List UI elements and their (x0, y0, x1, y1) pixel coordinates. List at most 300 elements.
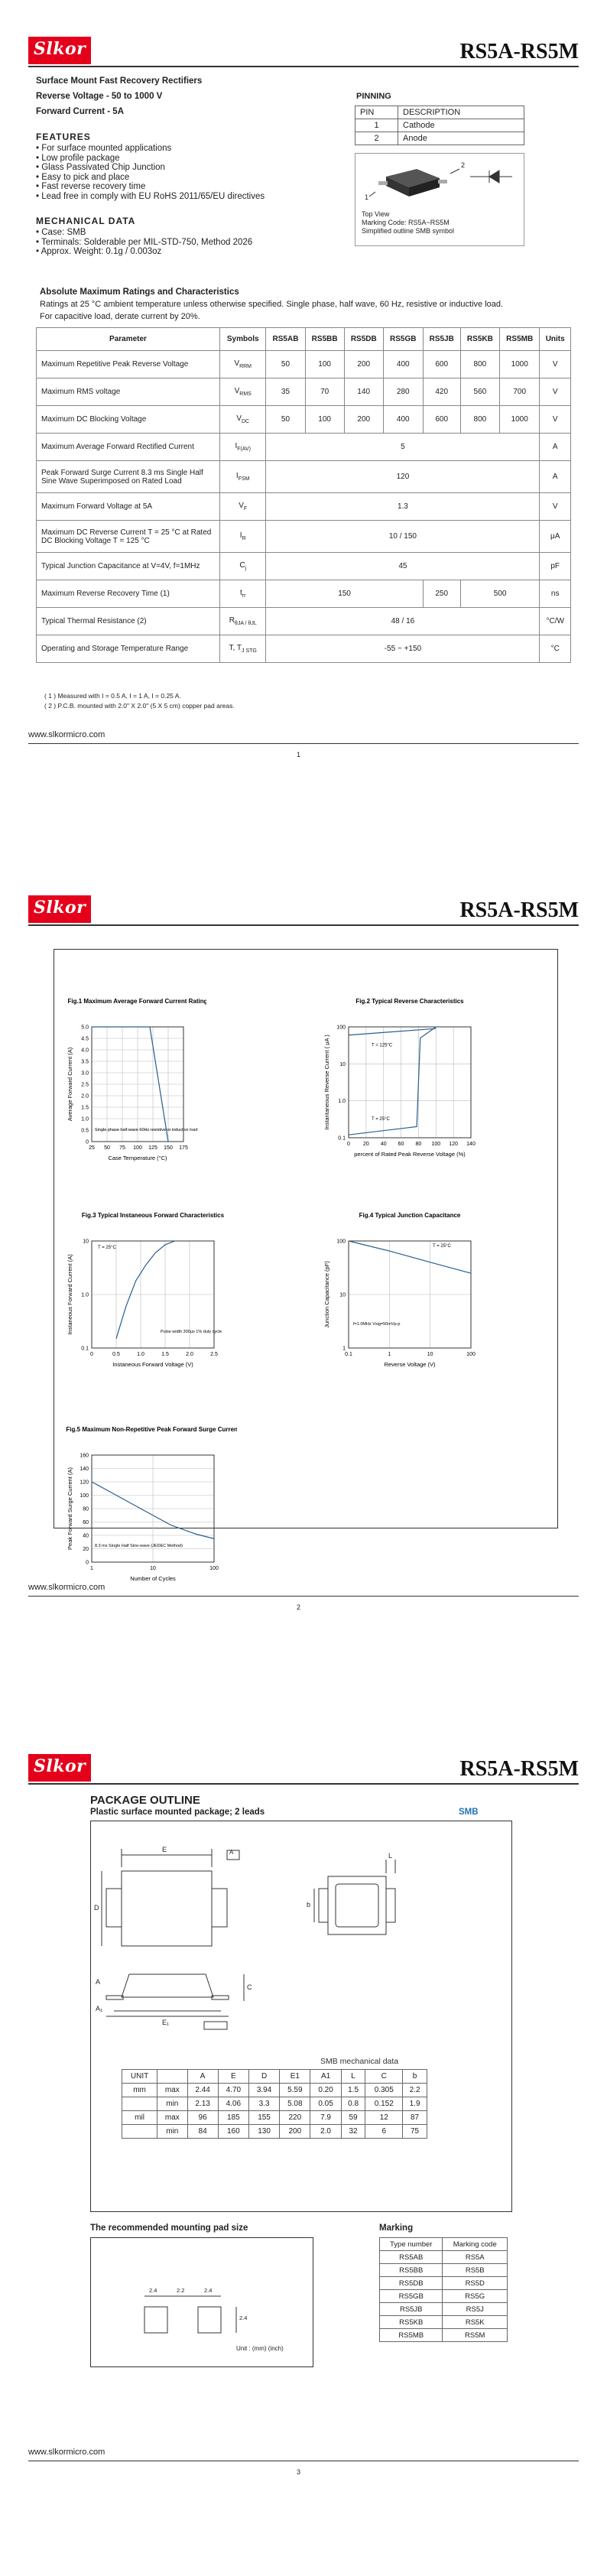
intro-title: Surface Mount Fast Recovery Rectifiers (36, 76, 203, 86)
symbol-cell (220, 351, 266, 378)
dim-a-label: A (96, 1978, 101, 1986)
symbol-cell (220, 378, 266, 406)
symbol-label: Simplified outline SMB symbol (362, 227, 455, 235)
table-row (37, 493, 571, 521)
footer-line (28, 743, 579, 744)
symbol-text: R (229, 616, 235, 625)
symbol-text: t (239, 589, 242, 597)
chart-title: Fig.2 Typical Reverse Characteristics (355, 998, 464, 1005)
value-cell: 50 (266, 351, 305, 378)
pin-description: Cathode (398, 119, 524, 132)
limit-cell: max (157, 2084, 187, 2097)
value-cell: 800 (460, 351, 499, 378)
fig2-svg (303, 992, 494, 1172)
dim-d-label: D (94, 1904, 99, 1912)
unit-cell (122, 2125, 157, 2139)
page-1 (0, 0, 607, 859)
parameter-cell: Typical Junction Capacitance at V=4V, f=1MHz (37, 553, 220, 580)
feature-item: • Glass Passivated Chip Junction (36, 163, 165, 173)
y-tick-label: 4.0 (81, 1048, 89, 1054)
x-tick-label: 100 (431, 1142, 441, 1147)
brand-logo: Slkor (28, 1754, 91, 1782)
column-header: RS5DB (344, 328, 383, 351)
marking-table (379, 2237, 508, 2342)
intro-current: Forward Current - 5A (36, 107, 125, 116)
label-25c: T = 25°C (372, 1116, 390, 1122)
column-header: Symbols (220, 328, 266, 351)
table-row (122, 2111, 427, 2125)
column-header: RS5AB (266, 328, 305, 351)
fig5-chart (46, 1421, 237, 1599)
x-tick-label: 10 (150, 1566, 156, 1571)
column-header: E1 (280, 2070, 310, 2084)
capacitance-curve (349, 1241, 471, 1273)
outline-frame (90, 1821, 512, 2212)
y-axis-label: Peak Forward Surge Current (A) (67, 1467, 73, 1550)
y-tick-label: 100 (80, 1493, 89, 1499)
value-cell: 200 (344, 406, 383, 434)
table-row (380, 2251, 508, 2264)
y-tick-label: 10 (339, 1061, 346, 1067)
unit-cell: ns (540, 580, 571, 608)
column-header: RS5JB (423, 328, 460, 351)
page-number: 3 (297, 2468, 301, 2476)
value-cell: 1.5 (341, 2084, 365, 2097)
value-cell: 87 (403, 2111, 427, 2125)
symbol-subscript: F (243, 506, 248, 512)
column-header: D (248, 2070, 279, 2084)
feature-item: • Lead free in comply with EU RoHS 2011/65/EU directives (36, 191, 265, 201)
value-cell: 120 (266, 461, 540, 493)
y-axis-label: Instaneous Forward Current (A) (67, 1254, 73, 1335)
column-header: Marking code (443, 2238, 508, 2251)
value-cell: 45 (266, 553, 540, 580)
x-axis-label: percent of Rated Peak Reverse Voltage (%) (354, 1151, 466, 1158)
symbol-cell (220, 608, 266, 635)
column-header: A (187, 2070, 218, 2084)
value-cell: 1.3 (266, 493, 540, 521)
value-cell: 50 (266, 406, 305, 434)
y-tick-label: 40 (83, 1533, 89, 1539)
value-cell: 75 (403, 2125, 427, 2139)
page-header (28, 892, 579, 926)
parameter-cell: Typical Thermal Resistance (2) (37, 608, 220, 635)
x-tick-label: 1.5 (161, 1352, 169, 1357)
symbol-subscript: rr (242, 593, 246, 599)
value-cell: 420 (423, 378, 460, 406)
table-row (122, 2125, 427, 2139)
footnote-1: ( 1 ) Measured with I = 0.5 A, I = 1 A, I = 0.25 A. (44, 692, 181, 700)
marking-code-cell: RS5A (443, 2251, 508, 2264)
y-tick-label: 1.0 (81, 1292, 89, 1298)
pad-title: The recommended mounting pad size (90, 2224, 248, 2233)
brand-logo: Slkor (28, 37, 91, 64)
x-tick-label: 0.1 (345, 1352, 352, 1357)
symbol-text: V (236, 414, 242, 423)
dim-a1-label: A₁ (96, 2005, 103, 2012)
y-tick-label: 10 (339, 1292, 346, 1298)
value-cell: 220 (280, 2111, 310, 2125)
page-3 (0, 1717, 607, 2576)
curve-25c (349, 1027, 436, 1135)
value-cell: 4.70 (218, 2084, 248, 2097)
table-row (37, 553, 571, 580)
dim-b-label: b (307, 1901, 311, 1908)
fig5-svg (46, 1421, 237, 1597)
page-number: 1 (297, 751, 301, 759)
table-row (380, 2303, 508, 2316)
symbol-subscript: θJA / θJL (234, 621, 257, 626)
value-cell: 4.06 (218, 2097, 248, 2111)
value-cell: 200 (344, 351, 383, 378)
pinning-heading: PINNING (356, 92, 391, 101)
outline-package: SMB (459, 1808, 479, 1817)
table-row (122, 2084, 427, 2097)
column-header: RS5GB (383, 328, 423, 351)
table-row (380, 2264, 508, 2277)
x-axis-label: Instaneous Forward Voltage (V) (112, 1361, 193, 1368)
package-symbol-box (355, 153, 524, 246)
parameter-cell: Operating and Storage Temperature Range (37, 635, 220, 663)
y-tick-label: 100 (336, 1025, 346, 1031)
temp-label: T = 25°C (433, 1244, 451, 1249)
table-row (122, 2097, 427, 2111)
table-row (37, 351, 571, 378)
value-cell: 400 (383, 351, 423, 378)
parameter-cell: Maximum Reverse Recovery Time (1) (37, 580, 220, 608)
x-tick-label: 140 (466, 1142, 476, 1147)
outline-subtitle: Plastic surface mounted package; 2 leads (90, 1808, 265, 1817)
column-header: Type number (380, 2238, 443, 2251)
label-125c: T = 125°C (372, 1043, 393, 1048)
page-header (28, 34, 579, 67)
value-cell: 185 (218, 2111, 248, 2125)
value-cell: 160 (218, 2125, 248, 2139)
x-tick-label: 0.5 (112, 1352, 120, 1357)
ratings-table (36, 327, 571, 663)
unit-cell: V (540, 406, 571, 434)
unit-cell: A (540, 434, 571, 461)
value-cell: 500 (460, 580, 540, 608)
mechanical-list (36, 228, 252, 257)
feature-item: • For surface mounted applications (36, 144, 172, 153)
column-header: C (365, 2070, 403, 2084)
x-tick-label: 100 (466, 1352, 476, 1357)
value-cell: 1.9 (403, 2097, 427, 2111)
dim-a-marker: A (229, 1849, 234, 1856)
ratings-title: Absolute Maximum Ratings and Characteristics (40, 287, 239, 297)
table-row (380, 2277, 508, 2290)
table-row (37, 608, 571, 635)
y-tick-label: 1.0 (338, 1099, 346, 1105)
value-cell: 5 (266, 434, 540, 461)
x-tick-label: 100 (133, 1145, 142, 1151)
x-tick-label: 120 (449, 1142, 458, 1147)
features-heading: FEATURES (36, 132, 91, 142)
column-header: E (218, 2070, 248, 2084)
value-cell: 155 (248, 2111, 279, 2125)
dim-c-label: C (247, 1983, 252, 1991)
y-tick-label: 3.0 (81, 1070, 89, 1077)
fig4-svg (303, 1207, 494, 1382)
features-list (36, 144, 265, 202)
mechanical-data-table (122, 2069, 427, 2139)
y-tick-label: 2.5 (81, 1082, 89, 1088)
mechanical-item: • Approx. Weight: 0.1g / 0.003oz (36, 247, 162, 257)
symbol-text: T, T (229, 644, 242, 652)
value-cell: 3.3 (248, 2097, 279, 2111)
y-axis-label: Average Forward Current (A) (67, 1047, 73, 1122)
y-tick-label: 1 (342, 1346, 346, 1352)
value-cell: 0.20 (310, 2084, 341, 2097)
value-cell: 2.44 (187, 2084, 218, 2097)
table-row (37, 406, 571, 434)
chart-note: Single phase half-wave 60Hz resistive or inductive load (95, 1128, 198, 1132)
y-tick-label: 60 (83, 1520, 89, 1525)
ratings-note-2: For capacitive load, derate current by 20%. (40, 312, 200, 321)
value-cell: 200 (280, 2125, 310, 2139)
chart-title: Fig.1 Maximum Average Forward Current Rating (67, 998, 206, 1005)
parameter-cell: Maximum RMS voltage (37, 378, 220, 406)
unit-cell: mm (122, 2084, 157, 2097)
footnote-2: ( 2 ) P.C.B. mounted with 2.0" X 2.0" (5 X 5 cm) copper pad areas. (44, 702, 235, 710)
value-cell: 2.0 (310, 2125, 341, 2139)
fig3-svg (46, 1207, 237, 1382)
y-tick-label: 0 (86, 1560, 89, 1566)
column-header: A1 (310, 2070, 341, 2084)
pin-header: PIN (355, 106, 398, 119)
x-tick-label: 60 (398, 1142, 404, 1147)
type-number-cell: RS5DB (380, 2277, 443, 2290)
y-tick-label: 100 (336, 1239, 346, 1245)
package-outline-drawing (91, 1821, 511, 2051)
x-tick-label: 0 (90, 1352, 93, 1357)
type-number-cell: RS5AB (380, 2251, 443, 2264)
marking-code-cell: RS5J (443, 2303, 508, 2316)
unit-cell (122, 2097, 157, 2111)
y-tick-label: 1.5 (81, 1105, 89, 1111)
plot-frame (349, 1027, 471, 1138)
y-tick-label: 160 (80, 1453, 89, 1459)
x-axis-label: Number of Cycles (130, 1575, 176, 1582)
pad-frame (90, 2237, 313, 2367)
value-cell: 48 / 16 (266, 608, 540, 635)
value-cell: 59 (341, 2111, 365, 2125)
footer-line (28, 1596, 579, 1597)
symbol-text: I (239, 531, 242, 540)
pad-dim-3: 2.4 (204, 2287, 213, 2294)
value-cell: 7.9 (310, 2111, 341, 2125)
chart-note: Pulse width 300μs 1% duty cycle (161, 1330, 222, 1334)
unit-cell: V (540, 493, 571, 521)
x-tick-label: 75 (119, 1145, 125, 1151)
symbol-subscript: F(AV) (237, 447, 251, 452)
symbol-cell (220, 580, 266, 608)
symbol-text: V (234, 387, 240, 395)
mech-table-caption: SMB mechanical data (320, 2057, 399, 2066)
symbol-subscript: RMS (239, 391, 252, 397)
part-number-title: RS5A-RS5M (459, 1757, 579, 1781)
y-tick-label: 80 (83, 1506, 89, 1512)
y-tick-label: 140 (80, 1467, 89, 1472)
x-tick-label: 1 (388, 1352, 391, 1357)
footer-url[interactable]: www.slkormicro.com (28, 730, 105, 739)
symbol-subscript: RRM (239, 364, 252, 369)
column-header: b (403, 2070, 427, 2084)
value-cell: 130 (248, 2125, 279, 2139)
page-header (28, 1751, 579, 1785)
feature-item: • Fast reverse recovery time (36, 182, 146, 192)
pad-dim-h: 2.4 (239, 2315, 248, 2321)
value-cell: 10 / 150 (266, 521, 540, 553)
y-axis-label: Junction Capacitance (pF) (323, 1261, 330, 1328)
value-cell: 6 (365, 2125, 403, 2139)
column-header: UNIT (122, 2070, 157, 2084)
x-tick-label: 20 (362, 1142, 369, 1147)
value-cell: 800 (460, 406, 499, 434)
x-tick-label: 10 (427, 1352, 433, 1357)
fig1-chart (46, 992, 206, 1178)
x-tick-label: 80 (415, 1142, 422, 1147)
limit-cell: min (157, 2097, 187, 2111)
symbol-text: V (239, 502, 244, 510)
value-cell: 140 (344, 378, 383, 406)
x-tick-label: 25 (89, 1145, 95, 1151)
footer-url[interactable]: www.slkormicro.com (28, 2448, 105, 2457)
y-tick-label: 0.1 (338, 1135, 346, 1142)
symbol-subscript: DC (241, 419, 250, 424)
parameter-cell: Maximum Repetitive Peak Reverse Voltage (37, 351, 220, 378)
x-tick-label: 100 (209, 1566, 219, 1571)
unit-cell: °C/W (540, 608, 571, 635)
fig2-chart (303, 992, 494, 1174)
unit-cell: μA (540, 521, 571, 553)
fig3-chart (46, 1207, 237, 1385)
symbol-text: V (234, 359, 240, 368)
footer-url[interactable]: www.slkormicro.com (28, 1583, 105, 1592)
ratings-note-1: Ratings at 25 °C ambient temperature unless otherwise specified. Single phase, half wave, 60 Hz, resistive or inductive load. (40, 300, 504, 309)
marking-code-cell: RS5G (443, 2290, 508, 2303)
page-number: 2 (297, 1603, 301, 1611)
unit-cell: pF (540, 553, 571, 580)
chart-note: f=1.0MHz Vsig=50mVp-p (353, 1322, 401, 1327)
mechanical-item: • Terminals: Solderable per MIL-STD-750, Method 2026 (36, 237, 253, 247)
type-number-cell: RS5BB (380, 2264, 443, 2277)
unit-cell: V (540, 378, 571, 406)
symbol-cell (220, 521, 266, 553)
fig1-svg (46, 992, 206, 1176)
symbol-subscript: R (242, 536, 246, 541)
marking-title: Marking (379, 2224, 414, 2233)
marking-code-cell: RS5M (443, 2329, 508, 2342)
marking-code-label: Marking Code: RS5A~RS5M (362, 219, 450, 226)
type-number-cell: RS5MB (380, 2329, 443, 2342)
value-cell: 560 (460, 378, 499, 406)
pin-number: 1 (355, 119, 398, 132)
parameter-cell: Maximum Forward Voltage at 5A (37, 493, 220, 521)
column-header: L (341, 2070, 365, 2084)
unit-cell: V (540, 351, 571, 378)
chart-note: 8.3 ms Single Half Sine-wave (JEDEC Method) (95, 1544, 183, 1548)
y-tick-label: 0.5 (81, 1128, 89, 1134)
x-tick-label: 1 (90, 1566, 93, 1571)
x-tick-label: 2.5 (210, 1352, 218, 1357)
x-tick-label: 2.0 (186, 1352, 193, 1357)
value-cell: 600 (423, 406, 460, 434)
value-cell: 2.13 (187, 2097, 218, 2111)
pin1-label: 1 (365, 193, 369, 201)
chart-title: Fig.4 Typical Junction Capacitance (359, 1212, 461, 1219)
symbol-subscript: j (245, 566, 247, 571)
type-number-cell: RS5GB (380, 2290, 443, 2303)
symbol-cell (220, 434, 266, 461)
parameter-cell: Maximum Average Forward Rectified Current (37, 434, 220, 461)
value-cell: 100 (305, 406, 344, 434)
parameter-cell: Maximum DC Reverse Current T = 25 °C at Rated DC Blocking Voltage T = 125 °C (37, 521, 220, 553)
dim-e-label: E (162, 1846, 167, 1853)
symbol-cell (220, 493, 266, 521)
part-number-title: RS5A-RS5M (459, 898, 579, 922)
x-axis-label: Case Temperature (°C) (108, 1155, 167, 1161)
column-header: RS5BB (305, 328, 344, 351)
y-tick-label: 1.0 (81, 1116, 89, 1122)
temp-label: T = 25°C (98, 1246, 116, 1250)
unit-cell: A (540, 461, 571, 493)
table-row (37, 635, 571, 663)
symbol-text: C (239, 561, 245, 570)
fig4-chart (303, 1207, 494, 1385)
table-row (37, 434, 571, 461)
y-tick-label: 120 (80, 1480, 89, 1486)
page-2 (0, 859, 607, 1717)
mechanical-heading: MECHANICAL DATA (36, 216, 136, 226)
x-tick-label: 50 (104, 1145, 110, 1151)
value-cell: 600 (423, 351, 460, 378)
value-cell: 0.305 (365, 2084, 403, 2097)
parameter-cell: Maximum DC Blocking Voltage (37, 406, 220, 434)
table-row (380, 2290, 508, 2303)
y-tick-label: 2.0 (81, 1093, 89, 1100)
column-header: Parameter (37, 328, 220, 351)
y-tick-label: 4.5 (81, 1036, 89, 1042)
value-cell: 0.05 (310, 2097, 341, 2111)
x-axis-label: Reverse Voltage (V) (384, 1361, 436, 1368)
outline-title: PACKAGE OUTLINE (90, 1794, 200, 1807)
table-row (37, 580, 571, 608)
table-row (380, 2329, 508, 2342)
pin-number: 2 (355, 132, 398, 145)
value-cell: 1000 (499, 406, 539, 434)
limit-cell: min (157, 2125, 187, 2139)
chart-title: Fig.5 Maximum Non-Repetitive Peak Forward Surge Current (66, 1426, 237, 1433)
table-row (37, 461, 571, 493)
x-tick-label: 40 (380, 1142, 387, 1147)
part-number-title: RS5A-RS5M (459, 40, 579, 63)
dim-e1-label: E₁ (162, 2019, 170, 2026)
type-number-cell: RS5JB (380, 2303, 443, 2316)
unit-cell: mil (122, 2111, 157, 2125)
curve-125c (349, 1028, 436, 1035)
x-tick-label: 1.0 (137, 1352, 144, 1357)
value-cell: 280 (383, 378, 423, 406)
table-row (37, 378, 571, 406)
value-cell: 5.08 (280, 2097, 310, 2111)
y-tick-label: 5.0 (81, 1025, 89, 1031)
value-cell: 0.8 (341, 2097, 365, 2111)
pinning-table (355, 106, 524, 145)
value-cell: 250 (423, 580, 460, 608)
value-cell: 150 (266, 580, 423, 608)
